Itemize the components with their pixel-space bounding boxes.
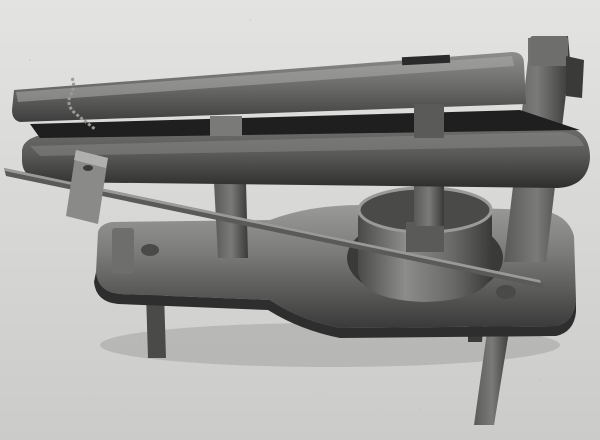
bench-end-block [112,228,134,274]
spacer-block [210,116,242,136]
center-spacer [414,104,444,138]
bench-peg-right [496,285,516,299]
right-post-top [530,36,568,66]
bench-peg-left [141,244,159,256]
follower-block [406,222,444,252]
end-wedge [566,56,584,98]
